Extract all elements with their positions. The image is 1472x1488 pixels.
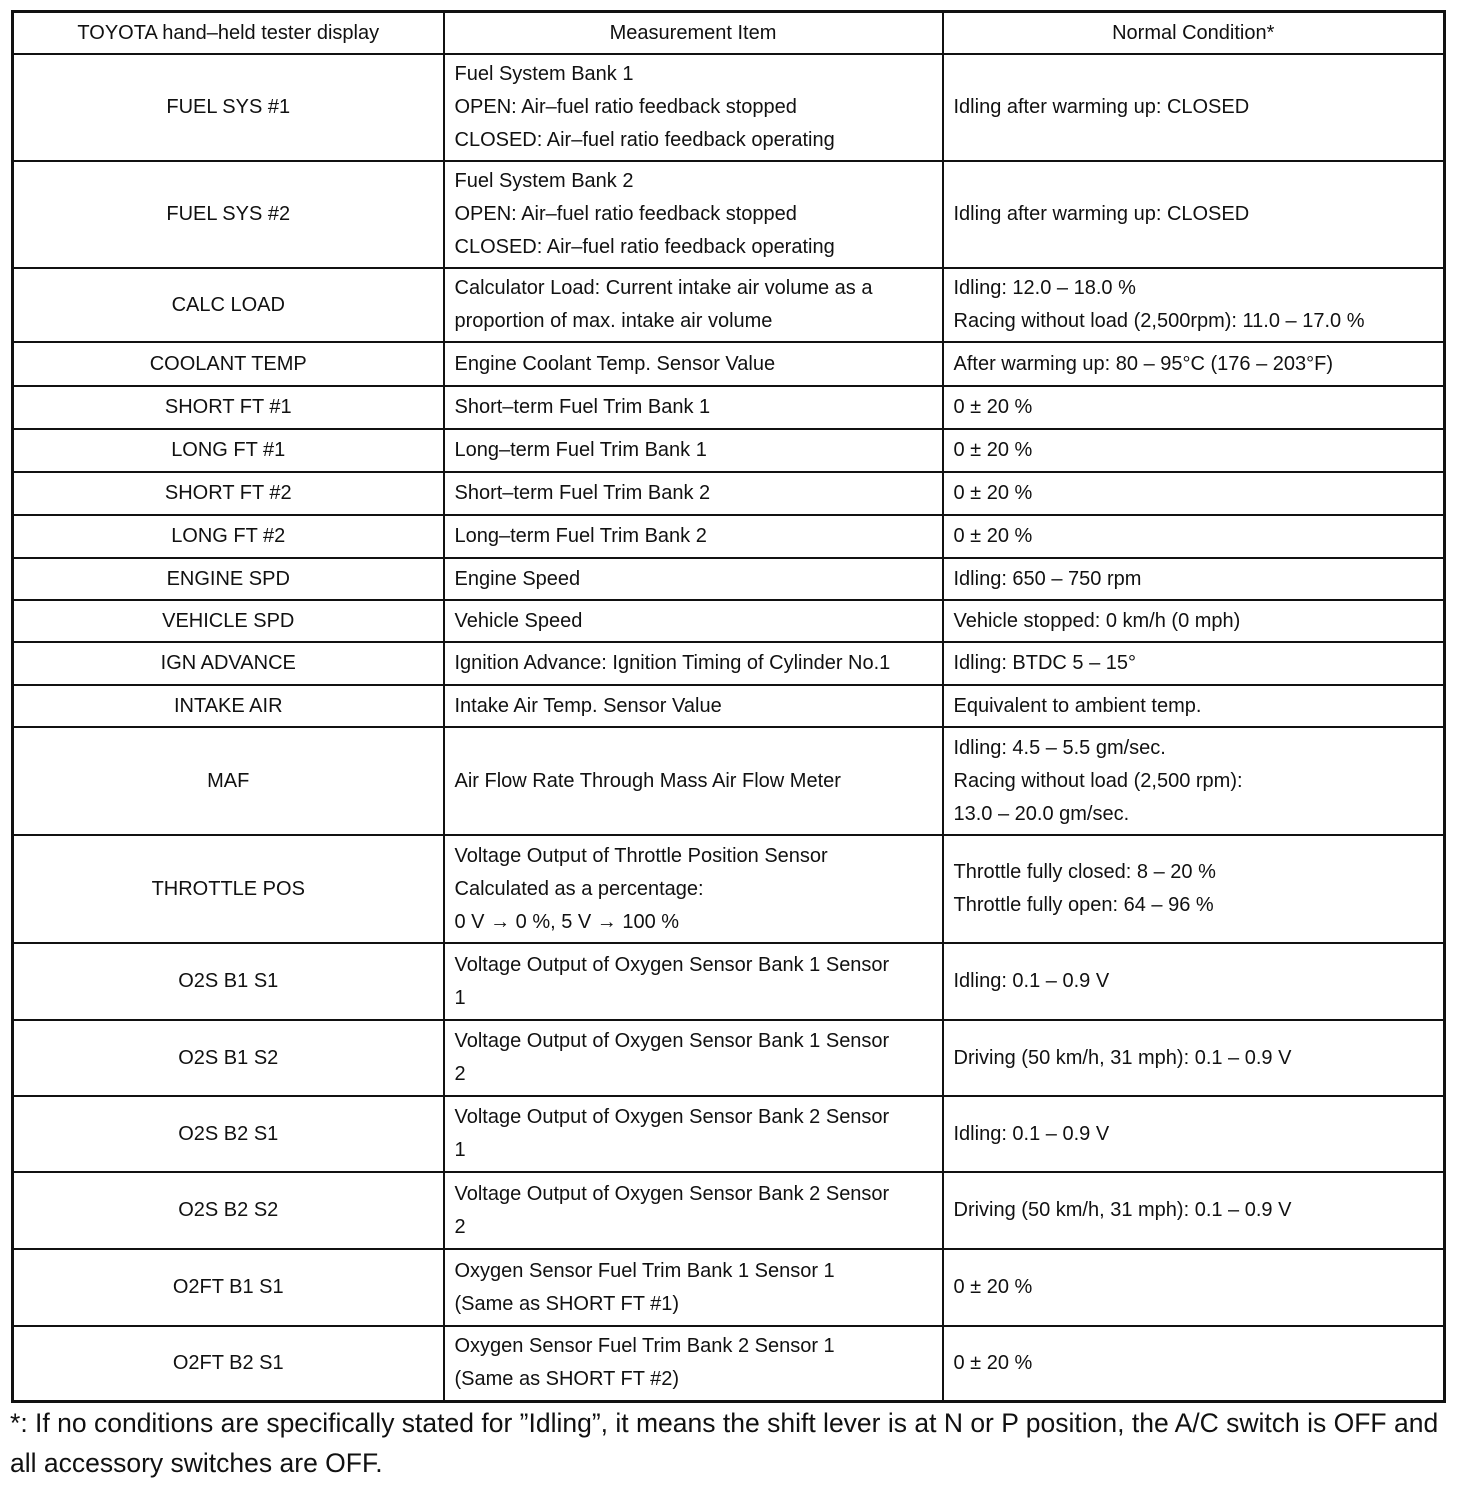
measurement-item-line: Intake Air Temp. Sensor Value: [454, 694, 722, 717]
normal-condition-cell: [943, 835, 1445, 943]
normal-condition-cell: [943, 642, 1445, 685]
normal-condition-line: Driving (50 km/h, 31 mph): 0.1 – 0.9 V: [953, 1199, 1292, 1221]
table-body: [13, 54, 1445, 1401]
normal-condition-line: 0 ± 20 %: [953, 439, 1033, 461]
normal-condition-cell: [943, 727, 1445, 835]
measurement-item-cell: [444, 1096, 943, 1172]
normal-condition-cell: [943, 1249, 1445, 1326]
tester-display-cell: SHORT FT #2: [13, 472, 444, 515]
normal-condition-cell: [943, 515, 1445, 558]
tester-display-cell: O2S B1 S1: [13, 943, 444, 1020]
measurement-item-line: Oxygen Sensor Fuel Trim Bank 1 Sensor 1: [454, 1259, 835, 1282]
normal-condition-cell: [943, 161, 1445, 268]
header-normal-condition: Normal Condition*: [943, 12, 1445, 55]
measurement-item-line: (Same as SHORT FT #2): [454, 1368, 680, 1391]
measurement-item-line: Vehicle Speed: [454, 609, 583, 632]
tester-display-cell: O2FT B1 S1: [13, 1249, 444, 1326]
table-row: [13, 54, 1445, 161]
measurement-item-cell: [444, 727, 943, 835]
normal-condition-line: After warming up: 80 – 95°C (176 – 203°F): [953, 352, 1334, 375]
tester-display-cell: THROTTLE POS: [13, 835, 444, 943]
measurement-item-line: (Same as SHORT FT #1): [454, 1292, 680, 1315]
normal-condition-line: Idling: 4.5 – 5.5 gm/sec.: [953, 736, 1166, 759]
measurement-item-line: Calculator Load: Current intake air volume as a: [454, 277, 873, 299]
tester-display-cell: FUEL SYS #1: [13, 54, 444, 161]
table-row: [13, 1096, 1445, 1172]
measurement-item-cell: [444, 685, 943, 727]
table-row: [13, 161, 1445, 268]
measurement-item-line: Fuel System Bank 1: [454, 63, 634, 85]
table-row: [13, 727, 1445, 835]
measurement-item-line: Voltage Output of Oxygen Sensor Bank 2 Sensor: [454, 1106, 890, 1128]
table-row: [13, 835, 1445, 943]
measurement-item-line: Short–term Fuel Trim Bank 1: [454, 396, 711, 418]
measurement-item-line: Voltage Output of Oxygen Sensor Bank 1 Sensor: [454, 953, 890, 976]
measurement-item-line: OPEN: Air–fuel ratio feedback stopped: [454, 203, 797, 225]
normal-condition-cell: [943, 1326, 1445, 1401]
measurement-item-cell: [444, 1020, 943, 1096]
normal-condition-line: Idling: 12.0 – 18.0 %: [953, 277, 1136, 299]
measurement-item-line: CLOSED: Air–fuel ratio feedback operating: [454, 129, 835, 151]
table-row: [13, 472, 1445, 515]
normal-condition-line: Idling: 650 – 750 rpm: [953, 567, 1142, 590]
table-row: [13, 642, 1445, 685]
table-row: [13, 558, 1445, 600]
normal-condition-cell: [943, 268, 1445, 342]
measurement-item-line: Voltage Output of Oxygen Sensor Bank 1 Sensor: [454, 1030, 890, 1052]
measurement-item-line: Voltage Output of Oxygen Sensor Bank 2 Sensor: [454, 1182, 890, 1205]
tester-display-cell: VEHICLE SPD: [13, 600, 444, 642]
normal-condition-line: Idling after warming up: CLOSED: [953, 203, 1250, 225]
table-row: [13, 268, 1445, 342]
normal-condition-line: 0 ± 20 %: [953, 1276, 1033, 1298]
measurement-item-line: Short–term Fuel Trim Bank 2: [454, 482, 711, 504]
table-row: [13, 515, 1445, 558]
table-row: [13, 1172, 1445, 1249]
tester-display-cell: O2S B2 S1: [13, 1096, 444, 1172]
normal-condition-line: Idling after warming up: CLOSED: [953, 96, 1250, 118]
tester-display-cell: IGN ADVANCE: [13, 642, 444, 685]
measurement-item-cell: [444, 1326, 943, 1401]
measurement-item-cell: [444, 342, 943, 386]
normal-condition-line: Throttle fully open: 64 – 96 %: [953, 894, 1214, 916]
measurement-item-line: Calculated as a percentage:: [454, 877, 704, 900]
normal-condition-line: Driving (50 km/h, 31 mph): 0.1 – 0.9 V: [953, 1046, 1292, 1069]
tester-display-cell: O2S B2 S2: [13, 1172, 444, 1249]
table-row: [13, 1326, 1445, 1401]
measurement-item-line: Long–term Fuel Trim Bank 1: [454, 439, 707, 461]
measurement-item-line: 1: [454, 1139, 466, 1161]
measurement-item-cell: [444, 515, 943, 558]
footnote: *: If no conditions are specifically stated for ”Idling”, it means the shift lever is at N or P position, the A/C switch is OFF and all accessory switches are OFF.: [10, 1408, 1439, 1478]
measurement-item-cell: [444, 943, 943, 1020]
table-row: [13, 685, 1445, 727]
measurement-item-line: CLOSED: Air–fuel ratio feedback operating: [454, 236, 835, 258]
normal-condition-line: Idling: 0.1 – 0.9 V: [953, 970, 1110, 992]
normal-condition-line: Equivalent to ambient temp.: [953, 694, 1202, 717]
table-row: [13, 1020, 1445, 1096]
normal-condition-cell: [943, 429, 1445, 472]
normal-condition-line: 0 ± 20 %: [953, 1351, 1033, 1374]
measurement-item-line: 0 V → 0 %, 5 V → 100 %: [454, 910, 680, 933]
measurement-item-line: Air Flow Rate Through Mass Air Flow Meter: [454, 769, 841, 792]
table-row: [13, 342, 1445, 386]
header-row: [13, 12, 1445, 55]
tester-display-cell: CALC LOAD: [13, 268, 444, 342]
tester-display-cell: O2S B1 S2: [13, 1020, 444, 1096]
normal-condition-cell: [943, 342, 1445, 386]
measurement-item-cell: [444, 472, 943, 515]
measurement-item-line: Fuel System Bank 2: [454, 170, 634, 192]
measurement-item-cell: [444, 642, 943, 685]
normal-condition-line: 13.0 – 20.0 gm/sec.: [953, 802, 1130, 825]
measurement-item-cell: [444, 429, 943, 472]
measurement-item-line: 2: [454, 1215, 466, 1238]
normal-condition-line: Racing without load (2,500 rpm):: [953, 769, 1243, 792]
normal-condition-line: Throttle fully closed: 8 – 20 %: [953, 861, 1216, 883]
normal-condition-cell: [943, 472, 1445, 515]
tester-display-cell: INTAKE AIR: [13, 685, 444, 727]
measurement-item-cell: [444, 386, 943, 429]
measurement-item-line: proportion of max. intake air volume: [454, 310, 773, 332]
table-row: [13, 429, 1445, 472]
normal-condition-line: 0 ± 20 %: [953, 396, 1033, 418]
measurement-item-cell: [444, 54, 943, 161]
measurement-item-cell: [444, 1249, 943, 1326]
tester-display-cell: O2FT B2 S1: [13, 1326, 444, 1401]
measurement-item-cell: [444, 268, 943, 342]
table-row: [13, 943, 1445, 1020]
normal-condition-cell: [943, 558, 1445, 600]
tester-display-cell: COOLANT TEMP: [13, 342, 444, 386]
tester-display-cell: SHORT FT #1: [13, 386, 444, 429]
normal-condition-line: 0 ± 20 %: [953, 525, 1033, 547]
data-list-table: [11, 10, 1446, 1403]
tester-display-cell: FUEL SYS #2: [13, 161, 444, 268]
table-row: [13, 386, 1445, 429]
table-row: [13, 1249, 1445, 1326]
measurement-item-cell: [444, 558, 943, 600]
normal-condition-cell: [943, 54, 1445, 161]
measurement-item-line: Engine Coolant Temp. Sensor Value: [454, 352, 776, 375]
header-tester-display: TOYOTA hand–held tester display: [13, 12, 444, 55]
normal-condition-cell: [943, 1172, 1445, 1249]
measurement-item-cell: [444, 835, 943, 943]
normal-condition-line: Idling: 0.1 – 0.9 V: [953, 1122, 1110, 1145]
normal-condition-line: Vehicle stopped: 0 km/h (0 mph): [953, 609, 1241, 632]
normal-condition-cell: [943, 1020, 1445, 1096]
measurement-item-line: Oxygen Sensor Fuel Trim Bank 2 Sensor 1: [454, 1335, 835, 1358]
normal-condition-line: Racing without load (2,500rpm): 11.0 – 17.0 %: [953, 310, 1365, 332]
table-row: [13, 600, 1445, 642]
measurement-item-cell: [444, 1172, 943, 1249]
normal-condition-cell: [943, 943, 1445, 1020]
normal-condition-cell: [943, 685, 1445, 727]
measurement-item-line: Long–term Fuel Trim Bank 2: [454, 525, 707, 547]
measurement-item-line: Engine Speed: [454, 567, 581, 590]
measurement-item-line: Voltage Output of Throttle Position Sensor: [454, 844, 828, 867]
measurement-item-line: Ignition Advance: Ignition Timing of Cylinder No.1: [454, 652, 891, 674]
normal-condition-cell: [943, 1096, 1445, 1172]
normal-condition-line: Idling: BTDC 5 – 15°: [953, 652, 1137, 674]
normal-condition-cell: [943, 386, 1445, 429]
normal-condition-line: 0 ± 20 %: [953, 482, 1033, 504]
measurement-item-line: 2: [454, 1063, 466, 1085]
tester-display-cell: LONG FT #2: [13, 515, 444, 558]
measurement-item-line: 1: [454, 986, 466, 1009]
table-header: [13, 12, 1445, 55]
tester-display-cell: ENGINE SPD: [13, 558, 444, 600]
header-measurement-item: Measurement Item: [444, 12, 943, 55]
measurement-item-line: OPEN: Air–fuel ratio feedback stopped: [454, 96, 797, 118]
measurement-item-cell: [444, 161, 943, 268]
tester-display-cell: MAF: [13, 727, 444, 835]
measurement-item-cell: [444, 600, 943, 642]
normal-condition-cell: [943, 600, 1445, 642]
tester-display-cell: LONG FT #1: [13, 429, 444, 472]
